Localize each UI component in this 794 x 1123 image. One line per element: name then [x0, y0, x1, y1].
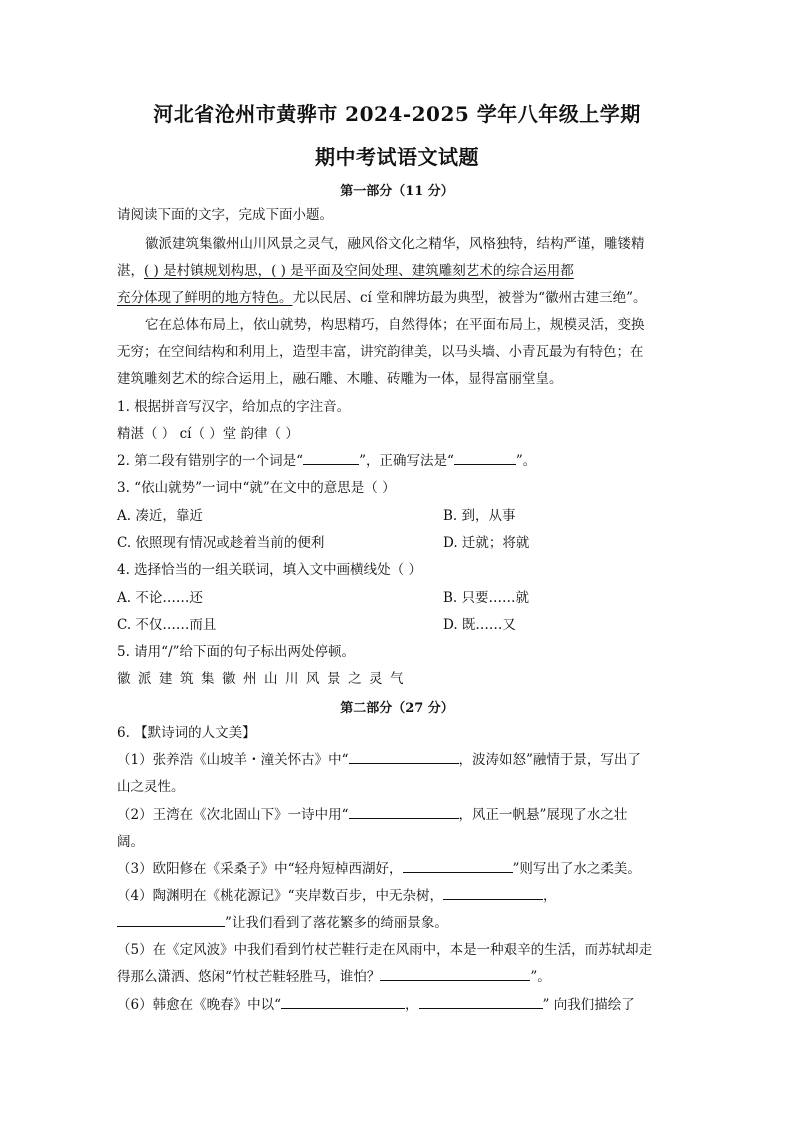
poem-item-3 [117, 859, 679, 879]
poem-item-text: ， [543, 888, 557, 904]
question-2-text: 2. 第二段有错别字的一个词是“ [117, 453, 304, 469]
poem-item-text: ”让我们看到了落花繁多的绮丽景象。 [225, 915, 448, 931]
poem-item-text: ，波涛如怒”融情于景，写出了 [458, 752, 641, 768]
poem-item-4-cont [117, 913, 679, 933]
poem-item-5: （5）在《定风波》中我们看到竹杖芒鞋行走在风雨中，本是一种艰辛的生活，而苏轼却走 [117, 942, 653, 958]
poem-item-text: ，风正一帆悬”展现了水之壮 [458, 807, 628, 823]
answer-blank[interactable] [281, 995, 405, 1009]
passage-para2-line3: 建筑雕刻艺术的综合运用上，融石雕、木雕、砖雕为一体，显得富丽堂皇。 [117, 371, 563, 387]
question-4: 4. 选择恰当的一组关联词，填入文中画横线处（ ） [117, 562, 422, 578]
passage-para1-line2 [117, 261, 679, 281]
passage-para1-line3 [117, 288, 679, 308]
answer-blank[interactable] [349, 750, 459, 764]
question-3: 3. “依山就势”一词中“就”在文中的意思是（ ） [117, 480, 396, 496]
part2-heading: 第二部分（27 分） [340, 701, 454, 716]
question-3-option-b[interactable]: B. 到，从事 [443, 508, 516, 524]
underlined-passage: ( ) 是村镇规划构思，( ) 是平面及空间处理、建筑雕刻艺术的综合运用都 [144, 263, 574, 279]
question-4-option-c[interactable]: C. 不仅……而且 [117, 617, 217, 633]
passage-para1-line1: 徽派建筑集徽州山川风景之灵气，融风俗文化之精华，风格独特，结构严谨，雕镂精 [145, 236, 645, 252]
poem-item-6 [117, 995, 679, 1015]
answer-blank[interactable] [419, 995, 543, 1009]
poem-item-1-cont: 山之灵性。 [117, 779, 185, 795]
answer-blank[interactable] [443, 886, 543, 900]
answer-blank[interactable] [349, 805, 459, 819]
poem-item-text: ”则写出了水之柔美。 [512, 861, 641, 877]
question-2 [117, 451, 679, 471]
question-1-fill[interactable]: 精湛（ ） cí（ ）堂 韵律（ ） [117, 426, 299, 442]
poem-item-2-cont: 阔。 [117, 834, 144, 850]
underlined-passage: 充分体现了鲜明的地方特色。 [117, 290, 293, 306]
question-4-option-b[interactable]: B. 只要……就 [443, 590, 530, 606]
reading-intro: 请阅读下面的文字，完成下面小题。 [117, 207, 333, 223]
question-6: 6. 【默诗词的人文美】 [117, 725, 256, 741]
question-4-option-d[interactable]: D. 既……又 [443, 617, 516, 633]
question-3-option-a[interactable]: A. 凑近，靠近 [117, 508, 203, 524]
poem-item-5-cont [117, 967, 679, 987]
question-5-sentence[interactable]: 徽派建筑集徽州山川风景之灵气 [117, 671, 411, 687]
passage-para2-line1: 它在总体布局上，依山就势，构思精巧，自然得体；在平面布局上，规模灵活，变换 [145, 317, 645, 333]
poem-item-text: （6）韩愈在《晚春》中以“ [117, 997, 281, 1013]
question-1: 1. 根据拼音写汉字，给加点的字注音。 [117, 399, 351, 415]
poem-item-text: （1）张养浩《山坡羊・潼关怀古》中“ [117, 752, 349, 768]
poem-item-4 [117, 886, 679, 906]
passage-text: 尤以民居、cí 堂和牌坊最为典型，被誉为“徽州古建三绝”。 [292, 290, 647, 306]
answer-blank[interactable] [117, 913, 225, 927]
answer-blank[interactable] [454, 451, 516, 465]
question-3-option-c[interactable]: C. 依照现有情况或趁着当前的便利 [117, 535, 325, 551]
poem-item-text: （2）王湾在《次北固山下》一诗中用“ [117, 807, 349, 823]
poem-item-text: ” 向我们描绘了 [542, 997, 635, 1013]
question-2-text: ”，正确写法是“ [359, 453, 454, 469]
answer-blank[interactable] [303, 451, 359, 465]
poem-item-text: ”。 [530, 969, 551, 985]
poem-item-1 [117, 750, 679, 770]
question-4-option-a[interactable]: A. 不论……还 [117, 590, 203, 606]
poem-item-text: （4）陶渊明在《桃花源记》“夹岸数百步，中无杂树， [117, 888, 443, 904]
question-3-option-d[interactable]: D. 迁就；将就 [443, 535, 530, 551]
part1-heading: 第一部分（11 分） [340, 184, 454, 199]
poem-item-text: 得那么潇洒、悠闲“竹杖芒鞋轻胜马，谁怕？ [117, 969, 381, 985]
question-5: 5. 请用“/”给下面的句子标出两处停顿。 [117, 644, 356, 660]
exam-title-line1: 河北省沧州市黄骅市 2024-2025 学年八年级上学期 [153, 102, 641, 126]
answer-blank[interactable] [403, 859, 513, 873]
exam-title-line2: 期中考试语文试题 [315, 145, 479, 169]
poem-item-text: ， [405, 997, 419, 1013]
passage-para2-line2: 无穷；在空间结构和利用上，造型丰富，讲究韵律美，以马头墙、小青瓦最为有特色；在 [117, 344, 644, 360]
poem-item-text: （3）欧阳修在《采桑子》中“轻舟短棹西湖好， [117, 861, 403, 877]
poem-item-2 [117, 805, 679, 825]
passage-text: 湛， [117, 263, 144, 279]
answer-blank[interactable] [380, 967, 530, 981]
question-2-text: ”。 [515, 453, 537, 469]
